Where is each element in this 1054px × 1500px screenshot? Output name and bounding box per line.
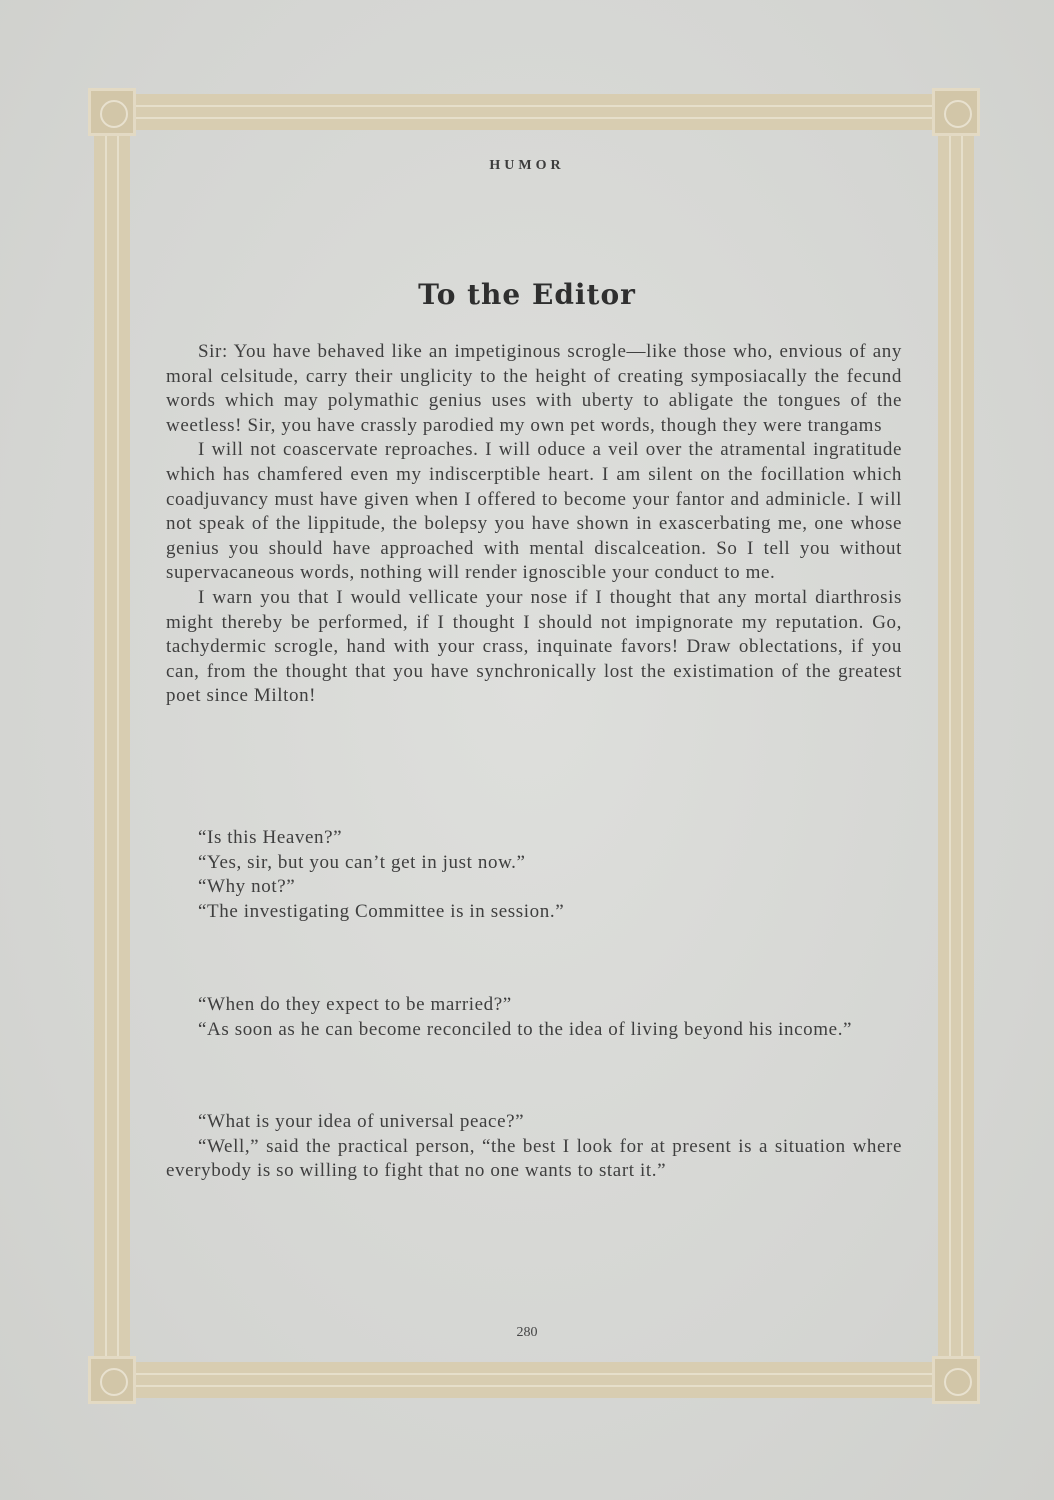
corner-ornament-icon [88,1356,136,1404]
dialog-line: “The investigating Committee is in session.” [198,900,565,922]
dialog-line: “When do they expect to be married?” [198,994,512,1015]
letter-paragraph: I warn you that I would vellicate your nose if I thought that any mortal diarthrosis might thereby be performed, if I thought I should not impignorate my reputation. Go, tachydermic scrogle, hand with your crass, inquinate favors! Draw oblectations, if you can, from the thought that you have synchronically lost the existimation of the greatest poet since Milton! [166,586,902,707]
letter-paragraph: I will not coascervate reproaches. I will oduce a veil over the atramental ingratitude which has chamfered even my indiscerptible heart. I am silent on the focillation which coadjuvancy must have given when I offered to become your fantor and adminicle. I will not speak of the lippitude, the bolepsy you have shown in exascerbating me, one whose genius you should have approached with mental discalceation. So I tell you without supervacaneous words, nothing will render ignoscible your conduct to me. [166,439,902,584]
joke-peace [166,1110,902,1184]
page-number: 280 [516,1325,538,1340]
joke-married [166,993,902,1042]
dialog-line: “What is your idea of universal peace?” [198,1111,525,1132]
corner-ornament-icon [932,1356,980,1404]
letter-paragraph: Sir: You have behaved like an impetiginous scrogle—like those who, envious of any moral celsitude, carry their unglicity to the height of creating symposiacally the fecund words which may polymathic genius uses with uberty to abligate the tongues of the weetless! Sir, you have crassly parodied my own pet words, though they were trangams [166,341,902,436]
letter-body [166,340,902,709]
dialog-line: “Is this Heaven?” [198,827,343,848]
dialog-line: “Yes, sir, but you can’t get in just now.” [198,851,526,873]
corner-ornament-icon [932,88,980,136]
joke-heaven [166,826,902,924]
border-top [88,94,980,130]
border-bottom [88,1362,980,1398]
page-title: To the Editor [418,278,636,311]
running-header: HUMOR [489,158,565,173]
dialog-line: “As soon as he can become reconciled to the idea of living beyond his income.” [198,1018,853,1040]
dialog-line: “Well,” said the practical person, “the best I look for at present is a situation where everybody is so willing to fight that no one wants to start it.” [166,1135,902,1182]
corner-ornament-icon [88,88,136,136]
dialog-line: “Why not?” [198,876,296,898]
